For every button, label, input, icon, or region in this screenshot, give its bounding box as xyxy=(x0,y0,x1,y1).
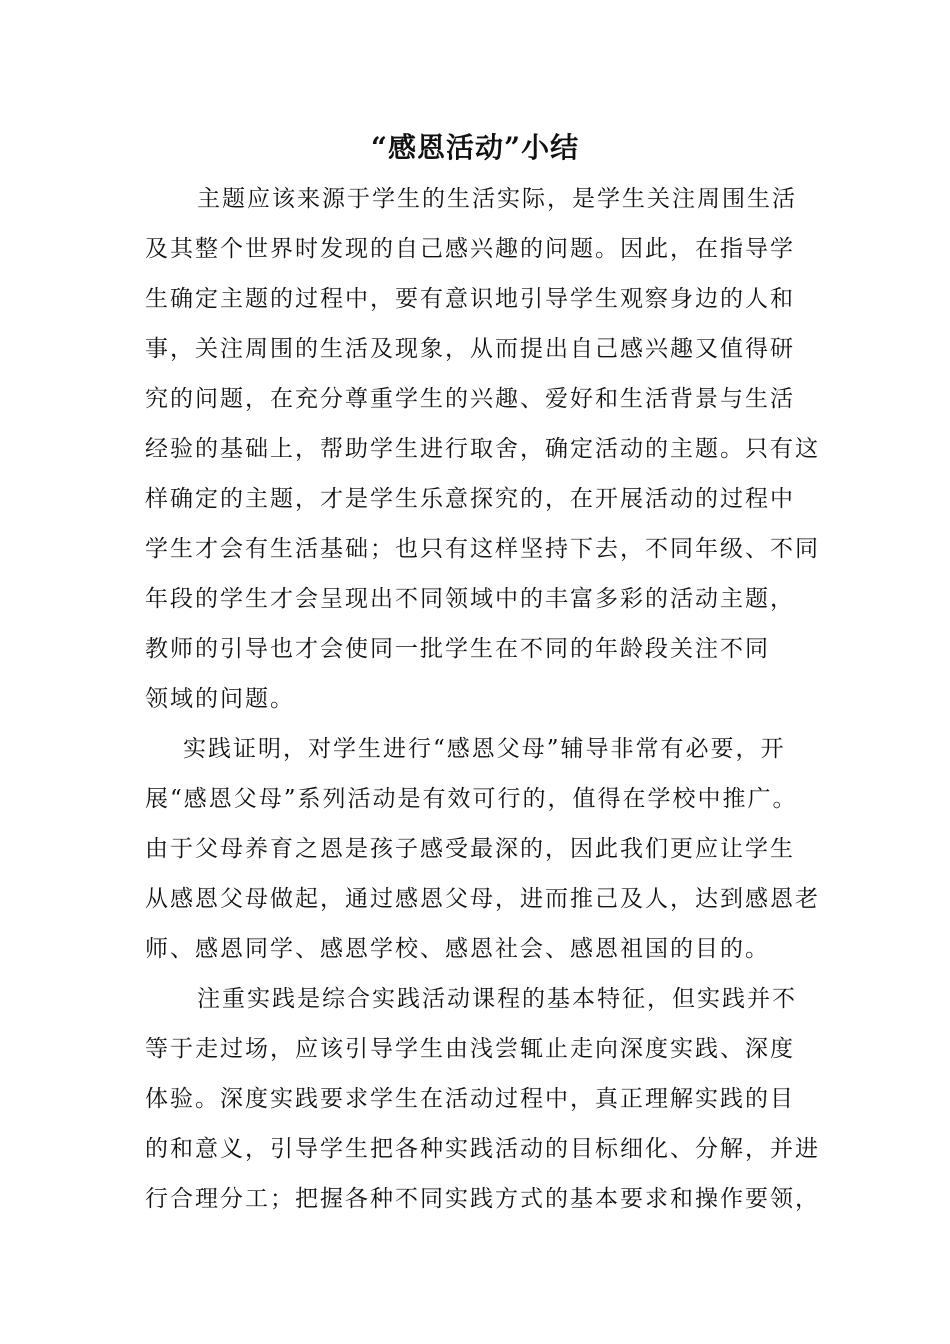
paragraph-line: 注重实践是综合实践活动课程的基本特征，但实践并不 xyxy=(197,986,797,1012)
paragraph-line: 等于走过场，应该引导学生由浅尝辄止走向深度实践、深度 xyxy=(145,1036,795,1062)
paragraph-line: 师、感恩同学、感恩学校、感恩社会、感恩祖国的目的。 xyxy=(145,936,770,962)
paragraph-line: 实践证明，对学生进行“感恩父母”辅导非常有必要，开 xyxy=(183,736,786,762)
paragraph-line: 的和意义，引导学生把各种实践活动的目标细化、分解，并进 xyxy=(145,1136,820,1162)
paragraph-line: 教师的引导也才会使同一批学生在不同的年龄段关注不同 xyxy=(145,636,770,662)
paragraph-line: 展“感恩父母”系列活动是有效可行的，值得在学校中推广。 xyxy=(145,786,798,812)
paragraph-line: 样确定的主题，才是学生乐意探究的，在开展活动的过程中 xyxy=(145,486,795,512)
paragraph-line: 年段的学生才会呈现出不同领域中的丰富多彩的活动主题， xyxy=(145,586,795,612)
paragraph-line: 行合理分工；把握各种不同实践方式的基本要求和操作要领， xyxy=(145,1186,820,1212)
paragraph-line: 由于父母养育之恩是孩子感受最深的，因此我们更应让学生 xyxy=(145,836,795,862)
paragraph-line: 究的问题，在充分尊重学生的兴趣、爱好和生活背景与生活 xyxy=(145,386,795,412)
paragraph-line: 从感恩父母做起，通过感恩父母，进而推己及人，达到感恩老 xyxy=(145,886,820,912)
paragraph-line: 经验的基础上，帮助学生进行取舍，确定活动的主题。只有这 xyxy=(145,436,820,462)
paragraph-line: 生确定主题的过程中，要有意识地引导学生观察身边的人和 xyxy=(145,286,795,312)
paragraph-line: 体验。深度实践要求学生在活动过程中，真正理解实践的目 xyxy=(145,1086,795,1112)
paragraph-line: 及其整个世界时发现的自己感兴趣的问题。因此，在指导学 xyxy=(145,236,795,262)
paragraph-line: 事，关注周围的生活及现象，从而提出自己感兴趣又值得研 xyxy=(145,336,795,362)
paragraph-line: 领域的问题。 xyxy=(145,686,295,712)
paragraph-line: 学生才会有生活基础；也只有这样坚持下去，不同年级、不同 xyxy=(145,536,820,562)
document-title: “感恩活动”小结 xyxy=(370,131,580,164)
paragraph-line: 主题应该来源于学生的生活实际，是学生关注周围生活 xyxy=(197,186,797,212)
